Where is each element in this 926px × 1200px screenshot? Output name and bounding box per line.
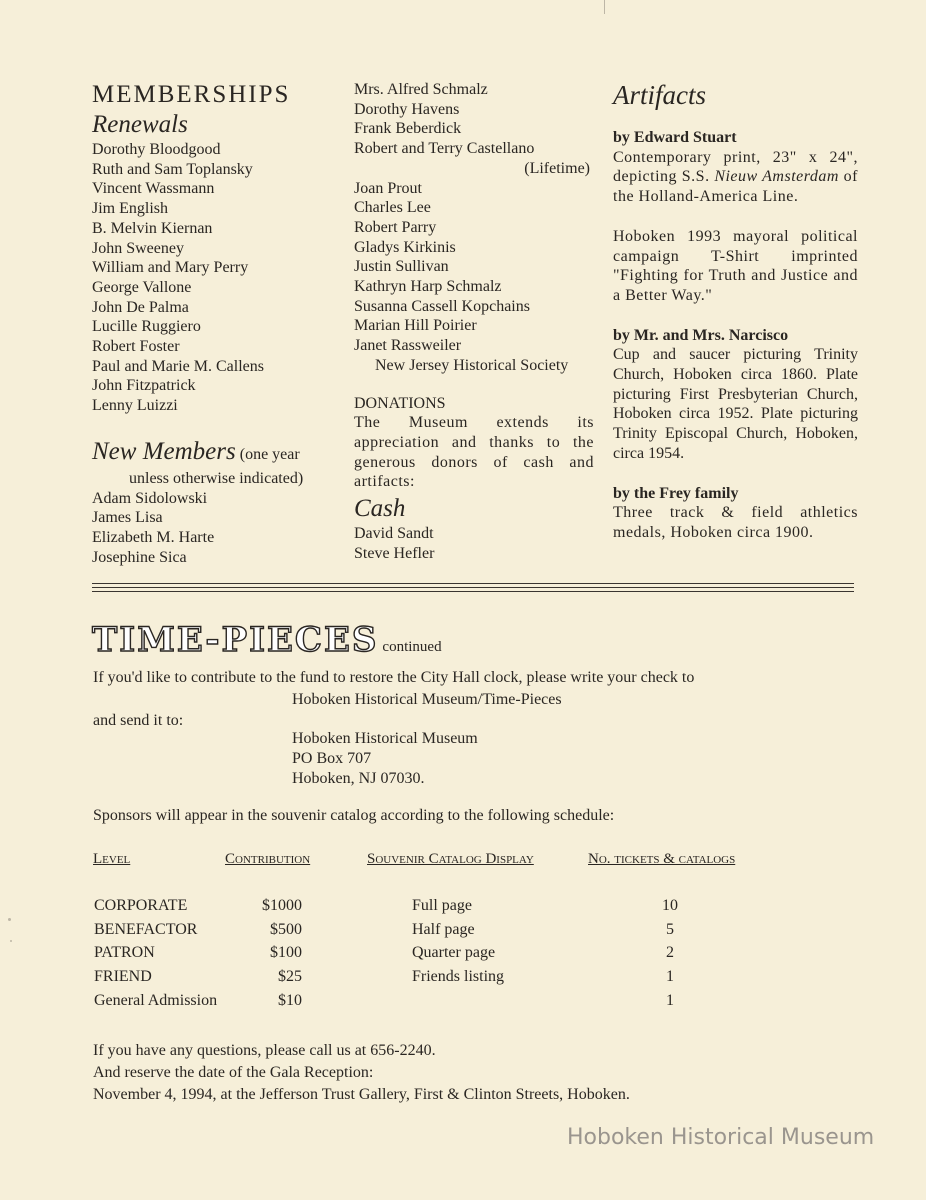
timepieces-intro: If you'd like to contribute to the fund to restore the City Hall clock, please write your check to	[93, 669, 695, 686]
send-to-label: and send it to:	[93, 712, 184, 729]
donor-edward-stuart: by Edward Stuart	[613, 129, 737, 146]
address-line: Hoboken, NJ 07030.	[292, 770, 425, 787]
list-item: David Sandt	[354, 525, 434, 543]
list-item: Steve Hefler	[354, 544, 435, 562]
list-item: Jim English	[92, 200, 169, 218]
artifacts-heading: Artifacts	[613, 80, 706, 110]
divider-rule-bottom	[92, 591, 854, 592]
cell-tickets: 10	[662, 897, 678, 914]
table-row	[92, 992, 792, 1016]
list-item: John Fitzpatrick	[92, 377, 196, 395]
scan-mark-left-a	[8, 918, 11, 921]
cell-level: CORPORATE	[94, 897, 188, 914]
cell-contribution: $10	[278, 991, 302, 1009]
list-item: Gladys Kirkinis	[354, 238, 456, 256]
table-row	[92, 897, 792, 921]
cell-contribution: $500	[270, 920, 302, 938]
divider-rule-middle	[92, 587, 854, 588]
cell-level: General Admission	[94, 991, 218, 1009]
new-members-heading-row	[92, 438, 342, 469]
table-row	[92, 921, 792, 945]
scan-mark-left-b	[10, 940, 12, 942]
names-donations-column	[354, 80, 594, 563]
tshirt-artifact-text: Hoboken 1993 mayoral political campaign T-Shirt imprinted "Fighting for Truth and Justice and a Better Way."	[613, 227, 858, 304]
stuart-text-pre: Contemporary print, 23" x 24", depicting S.S.	[613, 148, 858, 186]
cell-tickets: 5	[666, 920, 674, 938]
list-item: William and Mary Perry	[92, 259, 249, 277]
cell-display: Half page	[412, 920, 475, 938]
cell-contribution: $1000	[262, 897, 302, 914]
cell-contribution: $25	[278, 968, 302, 986]
member-list-continued	[354, 80, 594, 159]
header-catalog-display: Souvenir Catalog Display	[367, 851, 534, 867]
list-item: Paul and Marie M. Callens	[92, 357, 264, 375]
list-item: John De Palma	[92, 298, 189, 316]
new-members-note-b: unless otherwise indicated)	[129, 469, 304, 487]
narcisco-artifact-text: Cup and saucer picturing Trinity Church, Hoboken circa 1860. Plate picturing First Presbyterian Church, Hoboken circa 1952. Plate picturing Trinity Episcopal Church, Hoboken, circa 1954.	[613, 346, 858, 462]
list-item: Robert Parry	[354, 218, 437, 236]
list-item: Susanna Cassell Kopchains	[354, 297, 530, 315]
list-item: Dorothy Havens	[354, 100, 460, 118]
timepieces-header	[92, 620, 442, 660]
nj-historical-society: New Jersey Historical Society	[375, 356, 569, 374]
list-item: Janet Rassweiler	[354, 337, 462, 355]
memberships-title: MEMBERSHIPS	[92, 81, 291, 108]
list-item: Lenny Luizzi	[92, 397, 178, 415]
lifetime-note: (Lifetime)	[524, 159, 590, 177]
cell-level: PATRON	[94, 944, 155, 962]
list-item: Dorothy Bloodgood	[92, 141, 221, 158]
list-item: Elizabeth M. Harte	[92, 528, 215, 546]
gala-details: November 4, 1994, at the Jefferson Trust Gallery, First & Clinton Streets, Hoboken.	[93, 1086, 630, 1103]
mailing-address	[292, 729, 478, 789]
new-members-note-a: (one year	[239, 445, 300, 463]
divider-rule-top	[92, 583, 854, 584]
list-item: Adam Sidolowski	[92, 489, 208, 507]
cell-contribution: $100	[270, 944, 302, 962]
header-contribution: Contribution	[225, 851, 311, 867]
check-payee: Hoboken Historical Museum/Time-Pieces	[292, 691, 562, 708]
member-list-continued-b	[354, 179, 594, 356]
memberships-column	[92, 80, 342, 567]
list-item: George Vallone	[92, 278, 192, 296]
cell-level: BENEFACTOR	[94, 920, 198, 938]
list-item: Marian Hill Poirier	[354, 317, 477, 335]
header-level: Level	[93, 851, 131, 867]
list-item: Josephine Sica	[92, 548, 187, 566]
list-item: Robert Foster	[92, 338, 180, 356]
museum-watermark: Hoboken Historical Museum	[567, 1125, 875, 1150]
list-item: Kathryn Harp Schmalz	[354, 278, 502, 296]
sponsors-text: Sponsors will appear in the souvenir catalog according to the following schedule:	[93, 807, 615, 824]
table-row	[92, 944, 792, 968]
timepieces-title: TIME-PIECES	[92, 620, 379, 660]
list-item: Justin Sullivan	[354, 258, 449, 276]
list-item: Ruth and Sam Toplansky	[92, 160, 253, 178]
header-tickets: No. tickets & catalogs	[588, 851, 736, 867]
list-item: B. Melvin Kiernan	[92, 219, 213, 237]
cash-heading: Cash	[354, 495, 406, 523]
stuart-artifact-text	[613, 148, 858, 207]
ship-name: Nieuw Amsterdam	[714, 168, 839, 186]
cell-display: Friends listing	[412, 968, 505, 986]
list-item: John Sweeney	[92, 239, 184, 257]
questions-text: If you have any questions, please call us at 656-2240.	[93, 1042, 436, 1059]
cell-tickets: 2	[666, 944, 674, 962]
table-row	[92, 968, 792, 992]
donations-heading: DONATIONS	[354, 394, 446, 412]
address-line: PO Box 707	[292, 750, 372, 767]
cell-display: Full page	[412, 897, 472, 914]
address-line: Hoboken Historical Museum	[292, 730, 478, 747]
cell-tickets: 1	[666, 968, 674, 986]
stuart-text-post: of the Holland-America Line.	[613, 168, 858, 206]
list-item: Frank Beberdick	[354, 120, 462, 138]
donor-frey-family: by the Frey family	[613, 484, 739, 502]
list-item: Charles Lee	[354, 199, 431, 217]
list-item: Lucille Ruggiero	[92, 318, 201, 336]
list-item: Robert and Terry Castellano	[354, 140, 535, 158]
cell-level: FRIEND	[94, 968, 152, 986]
frey-artifact-text: Three track & field athletics medals, Hoboken circa 1900.	[613, 504, 858, 541]
cash-donors-list	[354, 524, 594, 563]
renewals-heading: Renewals	[92, 111, 188, 138]
cell-display: Quarter page	[412, 944, 496, 962]
donations-text: The Museum extends its appreciation and thanks to the generous donors of cash and artifacts:	[354, 414, 594, 491]
reserve-text: And reserve the date of the Gala Reception:	[93, 1064, 374, 1081]
artifacts-column	[613, 80, 858, 543]
new-members-list	[92, 489, 342, 568]
renewals-list	[92, 140, 342, 416]
scan-mark-top	[604, 0, 605, 14]
list-item: Vincent Wassmann	[92, 180, 215, 198]
donor-narcisco: by Mr. and Mrs. Narcisco	[613, 326, 789, 344]
new-members-heading: New Members	[92, 437, 236, 465]
list-item: James Lisa	[92, 509, 163, 527]
timepieces-continued: continued	[382, 639, 442, 655]
list-item: Mrs. Alfred Schmalz	[354, 81, 488, 98]
list-item: Joan Prout	[354, 179, 422, 197]
cell-tickets: 1	[666, 991, 674, 1009]
